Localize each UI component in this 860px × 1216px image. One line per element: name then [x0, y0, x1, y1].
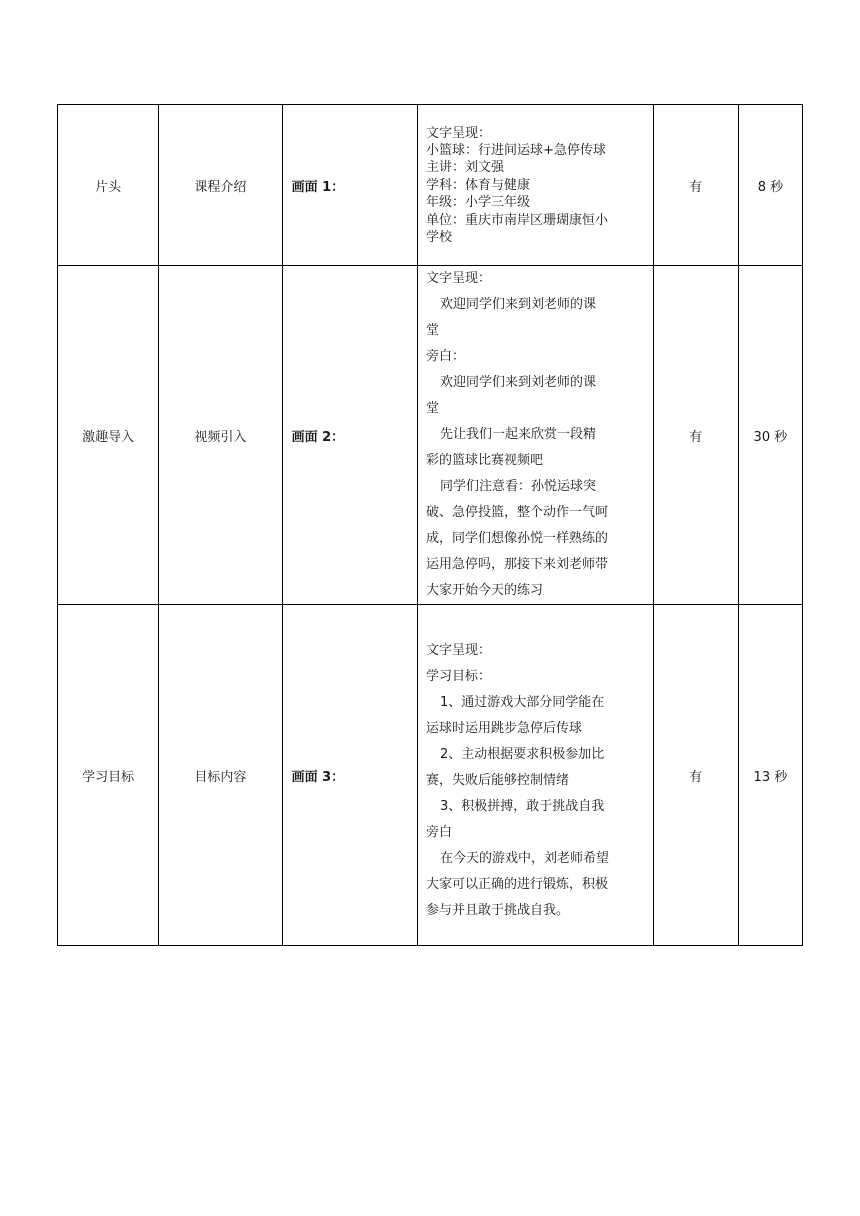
content-line: 学科：体育与健康	[425, 177, 530, 193]
content-cell	[417, 605, 653, 946]
content-line: 年级：小学三年级	[425, 195, 530, 211]
content-line: 破、急停投篮，整个动作一气呵	[425, 505, 608, 520]
type-cell: 视频引入	[159, 266, 282, 605]
content-line: 学校	[425, 230, 452, 246]
content-line: 欢迎同学们来到刘老师的课	[439, 375, 596, 390]
type-cell: 课程介绍	[159, 105, 282, 266]
content-line: 大家可以正确的进行锻炼，积极	[425, 877, 608, 892]
content-line: 旁白：	[425, 349, 465, 364]
music-cell: 有	[653, 266, 738, 605]
table-row	[58, 266, 803, 605]
duration-cell: 8 秒	[738, 105, 802, 266]
music-cell: 有	[653, 605, 738, 946]
content-line: 堂	[425, 323, 439, 338]
music-cell: 有	[653, 105, 738, 266]
content-cell	[417, 266, 653, 605]
table-row	[58, 605, 803, 946]
table-row	[58, 105, 803, 266]
content-cell	[417, 105, 653, 266]
content-line: 2、主动根据要求积极参加比	[439, 747, 605, 762]
content-line: 文字呈现：	[425, 271, 491, 286]
segment-cell: 片头	[58, 105, 159, 266]
content-line: 先让我们一起来欣赏一段精	[439, 427, 596, 442]
content-line: 运用急停吗，那接下来刘老师带	[425, 557, 608, 572]
content-line: 文字呈现：	[425, 643, 491, 658]
content-line: 欢迎同学们来到刘老师的课	[439, 297, 596, 312]
content-line: 彩的篮球比赛视频吧	[425, 453, 543, 468]
content-line: 学习目标：	[425, 669, 491, 684]
content-line: 1、通过游戏大部分同学能在	[439, 695, 605, 710]
content-line: 大家开始今天的练习	[425, 583, 543, 598]
content-line: 运球时运用跳步急停后传球	[425, 721, 582, 736]
duration-cell: 13 秒	[738, 605, 802, 946]
content-line: 成，同学们想像孙悦一样熟练的	[425, 531, 608, 546]
content-line: 主讲：刘文强	[425, 160, 504, 176]
duration-cell: 30 秒	[738, 266, 802, 605]
content-line: 单位：重庆市南岸区珊瑚康恒小	[425, 212, 608, 228]
content-line: 在今天的游戏中，刘老师希望	[439, 851, 609, 866]
segment-cell: 学习目标	[58, 605, 159, 946]
segment-cell: 激趣导入	[58, 266, 159, 605]
scene-cell: 画面 3：	[282, 605, 417, 946]
content-line: 小篮球：行进间运球+急停传球	[425, 142, 606, 158]
content-line: 旁白	[425, 825, 452, 840]
content-line: 文字呈现：	[425, 125, 491, 141]
script-table	[57, 104, 803, 946]
scene-cell: 画面 1：	[282, 105, 417, 266]
content-line: 3、积极拼搏，敢于挑战自我	[439, 799, 605, 814]
content-line: 赛，失败后能够控制情绪	[425, 773, 569, 788]
content-line: 堂	[425, 401, 439, 416]
content-line: 同学们注意看：孙悦运球突	[439, 479, 596, 494]
scene-cell: 画面 2：	[282, 266, 417, 605]
type-cell: 目标内容	[159, 605, 282, 946]
content-line: 参与并且敢于挑战自我。	[425, 903, 569, 918]
